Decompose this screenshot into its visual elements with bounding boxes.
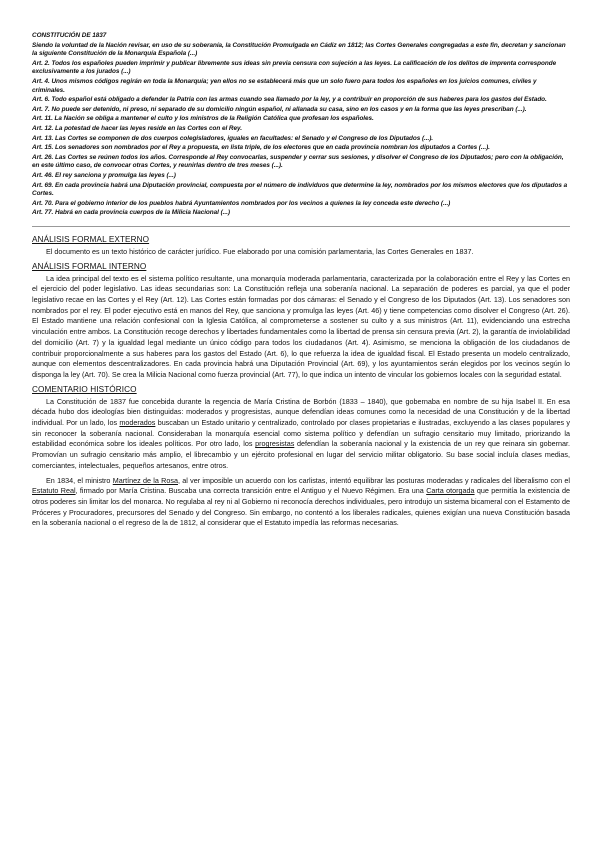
source-text <box>32 32 570 218</box>
term-moderados: moderados <box>119 418 156 428</box>
source-paragraph: Art. 6. Todo español está obligado a defender la Patria con las armas cuando sea llamado por la ley, y a contribuir en proporción de sus haberes para los gastos del Estado. <box>32 96 547 104</box>
source-paragraph: Art. 7. No puede ser detenido, ni preso, ni separado de su domicilio ningún español, ni allanada su casa, sino en los casos y en la forma que las leyes prescriban (...). <box>32 105 527 113</box>
term-progresistas: progresistas <box>255 439 295 449</box>
formal-interno-paragraph: La idea principal del texto es el sistema político resultante, una monarquía moderada parlamentaria, caracterizada por la colaboración entre el Rey y las Cortes en el ejercicio del poder legislativo. Las ideas secundarias son: La Constitución refleja una soberanía nacional. La separación de poderes es parcial, ya que el poder legislativo recae en las Cortes y el Rey (Art. 12). Las Cortes están formadas por dos cámaras: el Senado y el Congreso de los Diputados (Art. 13). Los senadores son nombrados por el rey. El poder ejecutivo está en manos del Rey, que sanciona y promulga las leyes (Art. 46) y tiene competencias como disolver el Congreso (Art. 26). El Estado mantiene una relación confesional con la Iglesia Católica, al comprometerse a sostener su culto y a sus ministros (Art. 11), evidenciando una estrecha vinculación entre ambos. La Constitución recoge derechos y libertades fundamentales como la libertad de prensa sin censura previa (Art. 2), la garantía de inviolabilidad del domicilio (Art. 7) y la igualdad legal mediante un único código para todos los ciudadanos (Art. 4). Asimismo, se menciona la obligación de los ciudadanos de contribuir proporcionalmente a sus haberes para los gastos del Estado (Art. 6), lo que refuerza la idea de igualdad fiscal. El Estado presenta un modelo centralizado, aunque con elementos descentralizadores. En cada provincia habrá una Diputación Provincial (Art. 69), y los ayuntamientos serán elegidos por los vecinos según lo disponga la ley (Art. 70). Se crea la Milicia Nacional como fuerza provincial (Art. 77), lo que indica un intento de vincular los gobiernos locales con la seguridad estatal. <box>32 273 570 379</box>
comentario-paragraph-1 <box>32 397 570 472</box>
comentario-paragraph-2 <box>32 476 570 530</box>
text-run: , firmado por María Cristina. Buscaba una correcta transición entre el Antiguo y el Nuevo Régimen. Era una <box>75 486 427 496</box>
text-run: En 1834, el ministro <box>46 475 113 485</box>
source-title: CONSTITUCIÓN DE 1837 <box>32 32 107 39</box>
source-paragraph: Art. 15. Los senadores son nombrados por el Rey a propuesta, en lista triple, de los electores que en cada provincia nombran los diputados a Cortes (...). <box>32 144 490 152</box>
text-run: La Constitución de 1837 fue concebida durante la regencia de María Cristina de Borbón (1833 – 1840), que gobernaba en nombre de su hija Isabel II. En esa década hubo dos ideologías bien distinguidas: moderados y progresistas, aunque defendían ideas comunes como la necesidad de una Constitución y de la libertad individual. Por un lado, los <box>32 396 570 428</box>
text-run: que permitía la existencia de otros poderes sin limitar los del monarca. No regulaba al rey ni al Gobierno ni reconocía derechos individuales, pero introdujo un sistema bicameral con el Estamento de Próceres y Procuradores, precursores del Senado y del Congreso. Sin embargo, no contentó a los liberales radicales, quienes exigían una nueva Constitución basada en la soberanía nacional o el regreso de la de 1812, al considerar que el Estatuto impedía las reformas necesarias. <box>32 486 570 528</box>
text-run: buscaban un Estado unitario y centralizado, controlado por clases propietarias e ilustradas, excluyendo a las clases populares y sin reconocer la soberanía nacional. Consideraban la monarquía esencial como sistema político y defendían un sufragio censitario muy limitado, priorizando la estabilidad económica sobre los ideales políticos. Por otro lado, los <box>32 418 570 449</box>
text-run: , al ver imposible un acuerdo con los carlistas, intentó equilibrar las posturas moderadas y radicales del liberalismo con el <box>177 475 570 485</box>
term-carta-otorgada: Carta otorgada <box>426 486 475 496</box>
source-paragraph: Art. 77. Habrá en cada provincia cuerpos de la Milicia Nacional (...) <box>32 209 230 217</box>
formal-externo-paragraph: El documento es un texto histórico de carácter jurídico. Fue elaborado por una comisión parlamentaria, las Cortes Generales en 1837. <box>46 246 474 256</box>
source-paragraph: Art. 11. La Nación se obliga a mantener el culto y los ministros de la Religión Católica que profesan los españoles. <box>32 115 374 123</box>
source-paragraph: Art. 26. Las Cortes se reúnen todos los años. Corresponde al Rey convocarlas, suspender y cerrar sus sesiones, y disolver el Congreso de los Diputados; pero con la obligación, en este último caso, de convocar otras Cortes, y reunirlas dentro de tres meses (...). <box>32 153 564 170</box>
term-estatuto-real: Estatuto Real <box>32 486 76 496</box>
source-paragraph: Art. 12. La potestad de hacer las leyes reside en las Cortes con el Rey. <box>32 124 242 132</box>
source-paragraph: Siendo la voluntad de la Nación revisar, en uso de su soberanía, la Constitución Promulgada en Cádiz en 1812; las Cortes Generales congregadas a este fin, decretan y sancionan la siguiente Constitución de la Monarquía Española (...) <box>32 41 566 58</box>
source-paragraph: Art. 70. Para el gobierno interior de los pueblos habrá Ayuntamientos nombrados por los vecinos a quienes la ley conceda este derecho (...) <box>32 199 451 207</box>
source-paragraph: Art. 69. En cada provincia habrá una Diputación provincial, compuesta por el número de individuos que determine la ley, nombrados por los mismos electores que los diputados a Cortes. <box>32 181 568 198</box>
source-paragraph: Art. 4. Unos mismos códigos regirán en toda la Monarquía; yen ellos no se establecerá más que un solo fuero para todos los españoles en los juicios comunes, civiles y criminales. <box>32 77 537 94</box>
heading-formal-interno: ANÁLISIS FORMAL INTERNO <box>32 261 147 271</box>
source-paragraph: Art. 46. El rey sanciona y promulga las leyes (...) <box>32 171 176 179</box>
analysis-body <box>32 235 570 529</box>
heading-comentario-historico: COMENTARIO HISTÓRICO <box>32 384 137 394</box>
text-run: defendían la soberanía nacional y la existencia de un rey que reinara sin gobernar. Promovían un sufragio censitario más amplio, el librecambio y un ejército profesional en lugar del servicio militar obligatorio. Su base social incluía clases medias, comerciantes, intelectuales, pequeños artesanos, entre otros. <box>32 439 570 470</box>
source-paragraph: Art. 2. Todos los españoles pueden imprimir y publicar libremente sus ideas sin previa censura con sujeción a las leyes. La calificación de los delitos de imprenta corresponde exclusivamente a los jurados (...) <box>32 59 557 76</box>
source-paragraph: Art. 13. Las Cortes se componen de dos cuerpos colegisladores, iguales en facultades: el Senado y el Congreso de los Diputados (...). <box>32 134 434 142</box>
heading-formal-externo: ANÁLISIS FORMAL EXTERNO <box>32 234 150 244</box>
section-divider <box>32 226 570 227</box>
term-martinez-de-la-rosa: Martínez de la Rosa <box>112 475 178 485</box>
